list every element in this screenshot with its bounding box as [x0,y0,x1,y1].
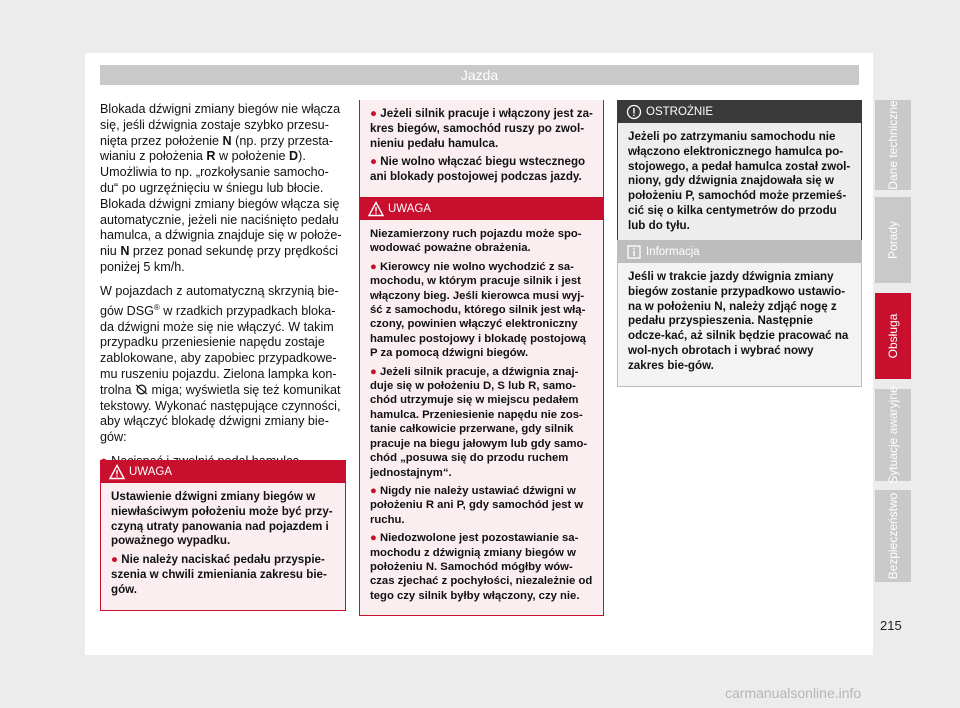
text-run: w położenie [215,149,290,164]
warning-title: UWAGA [129,466,173,478]
info-text: Jeśli w trakcie jazdy dźwignia zmiany biegów zostanie przypadkowo ustawio-na w położeniu N, należy zdjąć nogę z pedału przyspieszenia. Następnie odcze-kać, aż silnik będzie pracować na wol-nych obrotach i wybrać nowy zakres bie-gów. [628,270,849,372]
info-content [618,263,861,386]
warning-text: Ustawienie dźwigni zmiany biegów w niewłaściwym położeniu może być przy-czyną utraty panowania nad pojazdem i poważnego wypadku. [111,490,333,548]
tab-porady[interactable] [875,197,911,283]
caution-box [617,100,862,247]
bullet-icon: ● [370,484,377,497]
tab-label: Dane techniczne [886,100,900,190]
warning-bullet [370,107,594,151]
caution-header [618,101,861,123]
warning-title: UWAGA [388,203,432,215]
info-icon [626,244,642,260]
bullet-icon: ● [370,260,377,273]
warning-bullet-text: Nigdy nie należy ustawiać dźwigni w położeniu R ani P, gdy samochód jest w ruchu. [370,484,584,526]
warning-bullet-text: Niedozwolone jest pozostawianie sa-mochodu z dźwignią zmiany biegów w położeniu N. Samochód mógłby wów-czas zjechać z pochyłości, niezależnie od tego czy silnik byłby włączony, czy nie. [370,532,593,602]
warning-bullet-text: Jeżeli silnik pracuje i włączony jest za-kres biegów, samochód ruszy po zwol-nieniu pedału hamulca. [370,107,593,150]
warning-header [101,461,345,483]
bullet-icon: ● [370,532,377,545]
text-run: Blokada dźwigni zmiany biegów nie włącza się, jeśli dźwignia zostaje szybko przesu-nięta przez położenie [100,102,341,148]
page-number: 215 [880,618,902,633]
warning-bullet-text: Jeżeli silnik pracuje, a dźwignia znaj-duje się w położeniu D, S lub R, samo-chód utrzymuje się w miejscu pedałem hamulca. Przeniesienie napędu nie zos-tanie całkowicie przerwane, gdy silnik pracuje na biegu jałowym lub gdy samo-chód „posuwa się do przodu ruchem jednostajnym“. [370,365,588,479]
warning-continuation-box [359,100,604,198]
bullet-icon: ● [370,365,377,378]
caution-title: OSTROŻNIE [646,106,714,118]
main-text-column [100,102,344,478]
warning-content [360,220,603,615]
warning-box-1 [100,460,346,611]
gear-warning-icon [135,384,148,395]
text-run: R [206,149,216,164]
tab-label: Bezpieczeństwo [886,492,900,580]
text-run: (np. przy przesta-wianiu z położenia [100,133,334,164]
text-run: miga; wyświetla się też komunikat tekstowy. Wykonać następujące czynności, aby włączyć blokadę dźwigni zmiany bie-gów: [100,382,341,445]
bullet-icon: ● [370,107,378,120]
text-run: N [222,133,232,148]
tab-obsluga[interactable] [875,293,911,379]
caution-text: Jeżeli po zatrzymaniu samochodu nie włączono elektronicznego hamulca po-stojowego, a pedał hamulca został zwol-niony, gdy dźwignia znajdowała się w położeniu P, samochód może przemieś-cić się o kilka centymetrów do przodu lub do tyłu. [628,130,851,232]
warning-text: Niezamierzony ruch pojazdu może spo-wodować poważne obrażenia. [370,228,582,255]
text-run: D [289,149,299,164]
warning-bullet [370,484,594,527]
warning-continuation-content [360,100,603,197]
warning-bullet [370,531,594,603]
warning-bullet [370,260,594,361]
warning-content [101,483,345,610]
warning-triangle-icon [368,201,384,217]
paragraph-2 [100,284,344,446]
warning-box-2 [359,197,604,616]
section-title: Jazda [460,67,499,83]
warning-bullet [370,365,594,480]
text-run: przez ponad sekundę przy prędkości poniżej 5 km/h. [100,244,339,274]
tab-label: Porady [886,220,900,260]
tab-sytuacje-awaryjne[interactable] [875,386,911,484]
section-header [100,65,859,85]
watermark: carmanualsonline.info [725,685,862,701]
warning-bullet [111,553,336,597]
info-title: Informacja [646,246,700,258]
warning-bullet-text: Nie należy naciskać pedału przyspie-szenia w chwili zmieniania zakresu bie-gów. [111,553,327,596]
warning-triangle-icon [109,464,125,480]
registered-mark: ® [153,302,160,312]
warning-bullet-text: Nie wolno włączać biegu wstecznego ani blokady postojowej podczas jazdy. [370,155,586,184]
info-header [618,241,861,263]
bullet-icon: ● [111,553,119,567]
warning-header [360,198,603,220]
text-run: N [120,244,130,259]
tab-label: Obsługa [886,313,900,359]
text-run: W pojazdach z automatyczną skrzynią bie-gów DSG [100,283,339,318]
warning-bullet-text: Kierowcy nie wolno wychodzić z sa-mochodu, w którym pracuje silnik i jest włączony bieg. Jeśli kierowca musi wyj-ść z samochodu, którego silnik jest włą-czony, powinien włączyć elektroniczny hamulec postojowy i blokadę postojową P za pomocą dźwigni biegów. [370,260,586,360]
warning-bullet [370,155,594,185]
caution-content [618,123,861,246]
exclamation-circle-icon [626,104,642,120]
text-run: w rzadkich przypadkach bloka-da dźwigni może się nie włączyć. W takim przypadku przeniesienie napędu zostaje zablokowane, aby zapobiec przypadkowe-mu ruszeniu pojazdu. Zielona lampka kon-trolna [100,303,337,397]
info-box [617,240,862,387]
text-run: ). Umożliwia to np. „rozkołysanie samocho-du“ po ugrzęźnięciu w śniegu lub błocie. Blokada dźwigni zmiany biegów włącza się automatycznie, jeżeli nie naciśnięto pedału hamulca, a dźwignia znajduje się w położe-niu [100,149,342,259]
bullet-icon: ● [370,155,378,169]
tab-bezpieczenstwo[interactable] [875,490,911,582]
tab-label: Sytuacje awaryjne [886,386,900,484]
tab-dane-techniczne[interactable] [875,100,911,190]
paragraph-1 [100,102,344,276]
